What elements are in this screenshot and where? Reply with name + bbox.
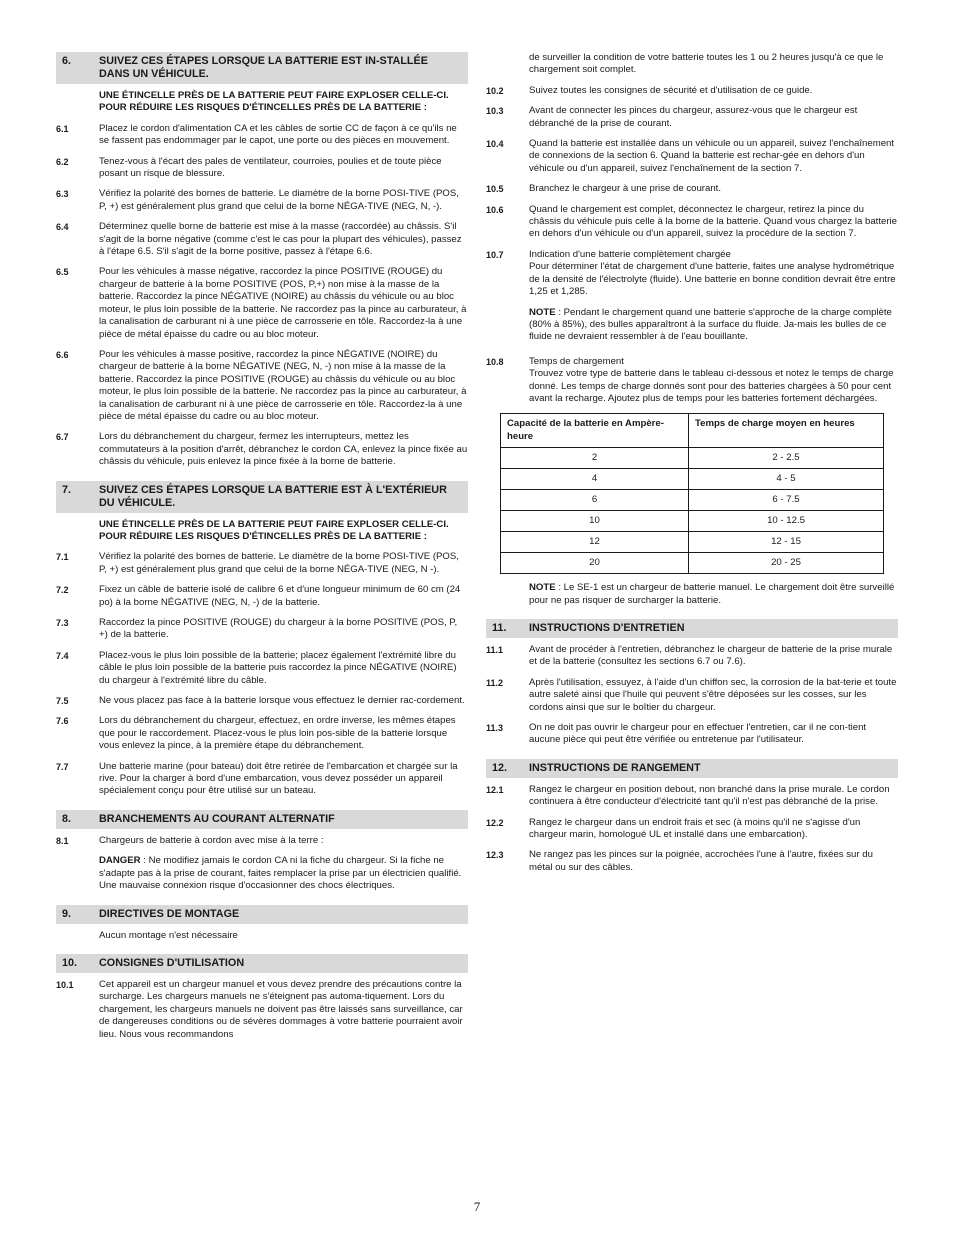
item-number: 7.7 (56, 761, 69, 772)
table-row (501, 511, 884, 532)
table-cell: 12 - 15 (689, 532, 884, 553)
item-text (529, 249, 898, 299)
section-title: INSTRUCTIONS D'ENTRETIEN (529, 621, 685, 634)
list-item (486, 249, 898, 299)
list-item (486, 644, 898, 669)
section-title: INSTRUCTIONS DE RANGEMENT (529, 761, 701, 774)
section-11-heading (486, 619, 898, 638)
list-item (56, 188, 468, 213)
item-subtitle: Temps de chargement (529, 355, 624, 367)
item-text: Quand le chargement est complet, déconnectez le chargeur, retirez la pince du châssis du véhicule puis celle à la borne de la batterie. Quand vous chargez la batterie en dehors d'un véhicule ou d'un appareil, suivez la procédure de la section 7. (529, 203, 897, 240)
spark-warning: UNE ÉTINCELLE PRÈS DE LA BATTERIE PEUT FAIRE EXPLOSER CELLE-CI. POUR RÉDUIRE LES RISQUES D'ÉTINCELLES PRÈS DE LA BATTERIE : (99, 518, 449, 542)
item-body: Pour déterminer l'état de chargement d'une batterie, faites une analyse hydrométrique de la densité de l'électrolyte (fluide). Une batterie en bonne condition devrait être entre 1,25 et 1,285. (529, 261, 896, 298)
item-number: 7.2 (56, 585, 69, 596)
continuation-text: de surveiller la condition de votre batterie toutes les 1 ou 2 heures jusqu'à ce que le chargement soit complet. (529, 52, 884, 76)
item-number: 12.1 (486, 784, 504, 795)
section-number: 11. (492, 621, 507, 634)
list-item (486, 677, 898, 714)
section-9-heading (56, 905, 468, 924)
table-row (501, 553, 884, 574)
table-cell: 20 (501, 553, 689, 574)
item-number: 10.1 (56, 979, 74, 990)
section-title: CONSIGNES D'UTILISATION (99, 956, 245, 969)
item-text: Quand la batterie est installée dans un véhicule ou un appareil, suivez l'enchaînement de connexions de la section 6. Quand la batterie est rechar-gée en dehors d'un véhicule ou d'un appareil, suivez l'enchaînement de la section 7. (529, 138, 895, 174)
item-text: Lors du débranchement du chargeur, fermez les interrupteurs, mettez les commutateurs à la position d'arrêt, débranchez le cordon CA, enlevez la pince fixée au châssis du véhicule, puis enlevez la pince fixée à la borne de batterie. (99, 431, 468, 468)
item-number: 10.8 (486, 356, 504, 367)
item-number: 6.7 (56, 432, 69, 443)
section-title: BRANCHEMENTS AU COURANT ALTERNATIF (99, 812, 335, 825)
mounting-text: Aucun montage n'est nécessaire (99, 929, 238, 941)
list-item (56, 835, 468, 847)
danger-label: DANGER (99, 855, 141, 867)
table-row (501, 469, 884, 490)
note-label: NOTE (529, 582, 556, 594)
list-item (56, 266, 468, 340)
item-text: Rangez le chargeur en position debout, non branché dans la prise murale. Le cordon continuera à être conducteur d'électricité tant qu'il n'est pas débranché de la prise. (529, 783, 890, 808)
table-cell: 2 - 2.5 (689, 448, 884, 469)
item-text: Pour les véhicules à masse positive, raccordez la pince NÉGATIVE (NOIRE) du chargeur de batterie à la borne NÉGATIVE (NEG, N, -) non mise à la masse de la batterie. Raccordez la pince POSITIVE (ROUGE) au châssis du véhicule ou au bloc moteur, le plus loin possible de la batterie. Ne raccordez pas la pince au carburateur, à la canalisation de carburant ni à une pièce de carrosserie en tôle. Raccordez-la à une pièce de métal épaisse du cadre ou au bloc moteur. (99, 348, 467, 422)
item-number: 10.3 (486, 106, 504, 117)
section-number: 12. (492, 761, 508, 774)
table-cell: 6 - 7.5 (689, 490, 884, 511)
table-cell: 4 (501, 469, 689, 490)
bubble-note (529, 307, 898, 344)
item-text: Tenez-vous à l'écart des pales de ventilateur, courroies, poulies et de toute pièce posant un risque de blessure. (99, 155, 442, 180)
item-number: 11.1 (486, 644, 504, 655)
section-6-heading (56, 52, 468, 84)
list-item (56, 761, 468, 798)
item-number: 11.2 (486, 677, 504, 688)
item-text: Chargeurs de batterie à cordon avec mise à la terre : (99, 834, 324, 846)
right-column (486, 52, 898, 882)
charge-time-table (500, 413, 884, 574)
item-number: 7.4 (56, 650, 69, 661)
item-text: Vérifiez la polarité des bornes de batterie. Le diamètre de la borne POSI-TIVE (POS, P, +) est généralement plus grand que celui de la borne NÉGA-TIVE (NEG, N -). (99, 551, 459, 575)
item-text: Déterminez quelle borne de batterie est mise à la masse (raccordée) au châssis. S'il s'agit de la borne négative (comme c'est le cas pour la plupart des véhicules), passez à l'étape 6.5. S'il s'agit de la borne positive, passez à l'étape 6.6. (99, 221, 462, 258)
item-text: Rangez le chargeur dans un endroit frais et sec (à moins qu'il ne s'agisse d'un chargeur marin, homologué UL et installé dans une embarcation). (529, 816, 861, 841)
note-label: NOTE (529, 306, 556, 318)
item-text: Fixez un câble de batterie isolé de calibre 6 et d'une longueur minimum de 60 cm (24 po) à la borne NÉGATIVE (NEG, N, -) de la batterie. (99, 584, 461, 608)
list-item (486, 204, 898, 241)
list-item (486, 183, 898, 195)
note-text: : Le SE-1 est un chargeur de batterie manuel. Le chargement doit être surveillé pour ne pas risquer de surcharger la batterie. (529, 582, 895, 606)
item-number: 6.3 (56, 189, 69, 200)
list-item (56, 221, 468, 258)
section-number: 10. (62, 956, 78, 969)
item-text: Branchez le chargeur à une prise de courant. (529, 183, 721, 195)
item-text: Raccordez la pince POSITIVE (ROUGE) du chargeur à la borne POSITIVE (POS, P, +) de la batterie. (99, 617, 458, 641)
left-column (56, 52, 468, 1049)
section-number: 7. (62, 483, 72, 496)
note-text: : Pendant le chargement quand une batterie s'approche de la charge complète (80% à 85%), des bulles apparaîtront à la surface du fluide. Ja-mais les bulles de ce fluide ne devraient ressembler à de l'eau bouillante. (529, 306, 892, 343)
table-row (501, 490, 884, 511)
list-item (56, 715, 468, 752)
section-10-heading (56, 954, 468, 973)
item-text: Avant de procéder à l'entretien, débranchez le chargeur de batterie de la prise murale et de la batterie (consultez les sections 6.7 ou 7.6). (529, 643, 893, 668)
section-title: SUIVEZ CES ÉTAPES LORSQUE LA BATTERIE EST À L'EXTÉRIEUR DU VÉHICULE. (99, 483, 447, 509)
table-header-capacity: Capacité de la batterie en Ampère-heure (501, 414, 689, 448)
item-text: Placez le cordon d'alimentation CA et les câbles de sortie CC de façon à ce qu'ils ne se fassent pas endommager par le capot, une porte ou des pièces en mouvement. (99, 122, 457, 147)
table-row (501, 448, 884, 469)
item-number: 12.2 (486, 817, 504, 828)
item-text: Avant de connecter les pinces du chargeur, assurez-vous que le chargeur est débranché de la prise de courant. (529, 105, 858, 129)
item-text: Une batterie marine (pour bateau) doit être retirée de l'embarcation et chargée sur la rive. Pour la charger à bord d'une embarcation, vous devez posséder un appareil spécialement conçu pour être utilisé sur un bateau. (99, 760, 458, 797)
item-number: 6.6 (56, 349, 69, 360)
table-header-time: Temps de charge moyen en heures (689, 414, 884, 448)
page-number: 7 (473, 1199, 481, 1214)
section-8-heading (56, 810, 468, 829)
table-row (501, 532, 884, 553)
item-text: Après l'utilisation, essuyez, à l'aide d'un chiffon sec, la corrosion de la bat-terie et toute autre saleté ainsi que l'huile qui peuvent s'être déposées sur les cosses, sur les cordons ainsi que sur le boîtier du chargeur. (529, 676, 897, 713)
item-number: 6.2 (56, 156, 69, 167)
section-title: DIRECTIVES DE MONTAGE (99, 907, 240, 920)
item-number: 6.1 (56, 123, 69, 134)
table-cell: 20 - 25 (689, 553, 884, 574)
danger-text: : Ne modifiez jamais le cordon CA ni la fiche du chargeur. Si la fiche ne s'adapte pas à la prise de courant, faites remplacer la prise par un électricien qualifié. Une mauvaise connexion risque d'occasionner des chocs électriques. (99, 855, 462, 892)
table-cell: 12 (501, 532, 689, 553)
item-text: Ne vous placez pas face à la batterie lorsque vous effectuez le dernier rac-cordement. (99, 695, 465, 707)
item-number: 10.4 (486, 139, 504, 150)
item-subtitle: Indication d'une batterie complètement chargée (529, 248, 731, 260)
item-text: On ne doit pas ouvrir le chargeur pour en effectuer l'entretien, car il ne con-tient aucune pièce qui peut être vérifiée ou entretenue par l'utilisateur. (529, 722, 867, 746)
list-item (56, 123, 468, 148)
list-item (56, 979, 468, 1041)
manual-charger-note (529, 582, 898, 607)
item-number: 6.5 (56, 267, 69, 278)
danger-note (99, 855, 468, 892)
list-item (56, 551, 468, 576)
item-number: 7.1 (56, 552, 69, 563)
item-number: 7.3 (56, 618, 69, 628)
item-number: 7.5 (56, 696, 69, 707)
spark-warning: UNE ÉTINCELLE PRÈS DE LA BATTERIE PEUT FAIRE EXPLOSER CELLE-CI. POUR RÉDUIRE LES RISQUES D'ÉTINCELLES PRÈS DE LA BATTERIE : (99, 90, 449, 114)
list-item (486, 138, 898, 175)
section-7-heading (56, 481, 468, 513)
item-number: 10.7 (486, 249, 504, 260)
section-number: 8. (62, 812, 72, 825)
item-text: Vérifiez la polarité des bornes de batterie. Le diamètre de la borne POSI-TIVE (POS, P, +) est généralement plus grand que celui de la borne NÉGA-TIVE (NEG, N, -). (99, 188, 459, 212)
item-text: Suivez toutes les consignes de sécurité et d'utilisation de ce guide. (529, 84, 813, 96)
section-12-heading (486, 759, 898, 778)
table-cell: 10 - 12.5 (689, 511, 884, 532)
section-number: 6. (62, 55, 72, 67)
table-cell: 4 - 5 (689, 469, 884, 490)
list-item (486, 105, 898, 130)
table-cell: 6 (501, 490, 689, 511)
list-item (56, 584, 468, 609)
item-number: 7.6 (56, 716, 69, 727)
list-item (56, 617, 468, 642)
item-number: 6.4 (56, 222, 69, 233)
list-item (56, 431, 468, 468)
item-text: Ne rangez pas les pinces sur la poignée, accrochées l'une à l'autre, fixées sur du métal ou sur des câbles. (529, 849, 873, 873)
item-number: 11.3 (486, 723, 504, 733)
table-cell: 10 (501, 511, 689, 532)
table-cell: 2 (501, 448, 689, 469)
section-title: SUIVEZ CES ÉTAPES LORSQUE LA BATTERIE EST IN-STALLÉE DANS UN VÉHICULE. (99, 55, 428, 80)
item-text: Lors du débranchement du chargeur, effectuez, en ordre inverse, les mêmes étapes que pour le raccordement. Placez-vous le plus loin pos-sible de la batterie lorsque vous enlevez la pince, à la première étape du débranchement. (99, 715, 456, 752)
list-item (56, 349, 468, 423)
list-item (486, 817, 898, 842)
item-number: 10.2 (486, 85, 504, 96)
item-number: 10.5 (486, 184, 504, 195)
item-number: 8.1 (56, 835, 69, 846)
list-item (56, 695, 468, 707)
section-number: 9. (62, 907, 72, 920)
list-item (486, 722, 898, 747)
list-item (56, 156, 468, 181)
list-item (56, 650, 468, 687)
item-text: Pour les véhicules à masse négative, raccordez la pince POSITIVE (ROUGE) du chargeur de batterie à la borne POSITIVE (POS, P,+) non mise à la masse de la batterie. Raccordez la pince NÉGATIVE (NOIRE) au châssis du véhicule ou au bloc moteur, le plus loin possible de la batterie. Ne raccordez pas la pince au carburateur, à la canalisation de carburant ni à une pièce de carrosserie en tôle. Raccordez-la à une pièce de métal épaisse du cadre ou au bloc moteur. (99, 266, 467, 340)
item-text: Placez-vous le plus loin possible de la batterie; placez également l'extrémité libre du câble le plus loin possible de la batterie puis raccordez la pince NÉGATIVE (NOIRE) du chargeur à l'extrémité libre du câble. (99, 649, 457, 686)
item-number: 10.6 (486, 204, 504, 215)
list-item (486, 849, 898, 874)
list-item (486, 85, 898, 97)
item-number: 12.3 (486, 850, 504, 861)
item-body: Trouvez votre type de batterie dans le tableau ci-dessous et notez le temps de charge donné. Les temps de charge donnés sont pour des batteries chargées à 50 pour cent avant la recharge. Ajoutez plus de temps pour les batteries fortement déchargées. (529, 368, 894, 404)
item-text: Cet appareil est un chargeur manuel et vous devez prendre des précautions contre la surcharge. Les chargeurs manuels ne s'éteignent pas automa-tiquement. Lors du chargement, les chargeurs manuels ne doivent pas être laissés sans surveillance, car de dangereuses conditions ou de sévères dommages à votre batterie pourraient avoir lieu. Nous vous recommandons (99, 978, 463, 1040)
list-item (486, 356, 898, 406)
item-text (529, 356, 898, 406)
list-item (486, 784, 898, 809)
